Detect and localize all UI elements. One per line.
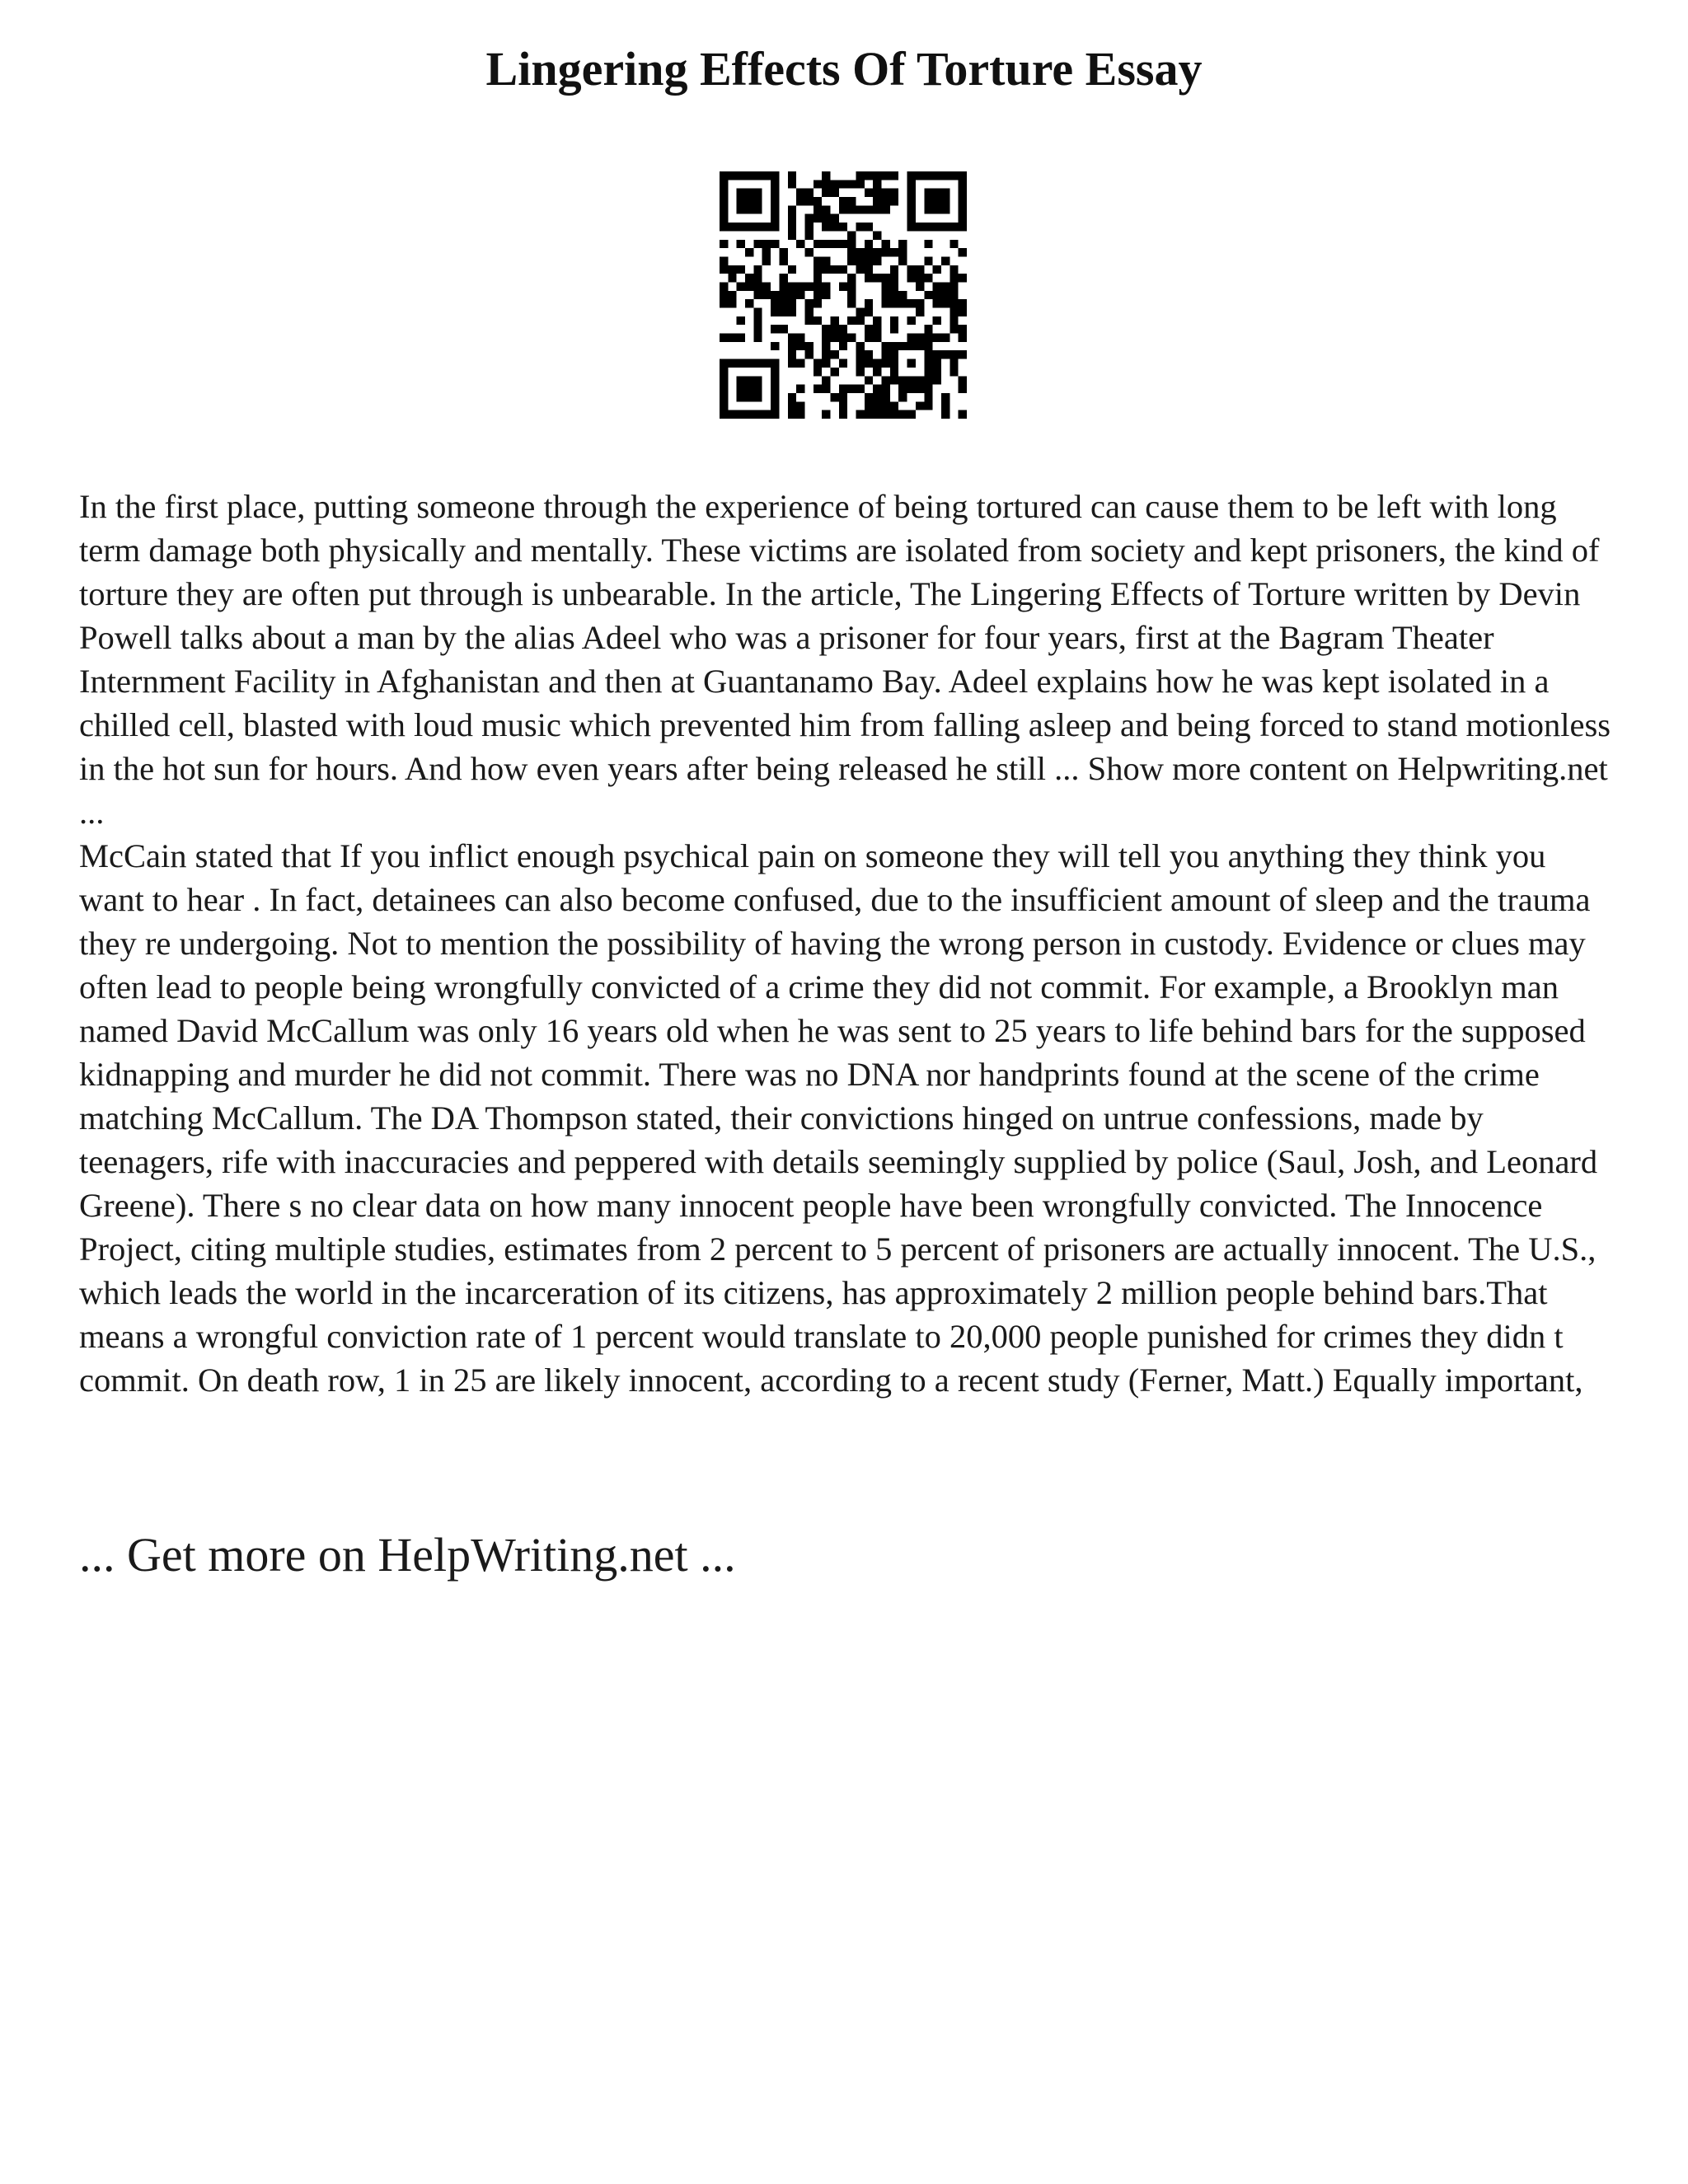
document-title: Lingering Effects Of Torture Essay [485, 42, 1203, 96]
essay-body [79, 485, 1614, 1402]
get-more-link[interactable]: ... Get more on HelpWriting.net ... [79, 1528, 736, 1582]
essay-paragraph: In the first place, putting someone through the experience of being tortured can cause them to be left with long term damage both physically and mentally. These victims are isolated from society and kept prisoners, the kind of torture they are often put through is unbearable. In the article, The Lingering Effects of Torture written by Devin Powell talks about a man by the alias Adeel who was a prisoner for four years, first at the Bagram Theater Internment Facility in Afghanistan and then at Guantanamo Bay. Adeel explains how he was kept isolated in a chilled cell, blasted with loud music which prevented him from falling asleep and being forced to stand motionless in the hot sun for hours. And how even years after being released he still ... Show more content on Helpwriting.net ... [79, 488, 1611, 831]
essay-paragraph: McCain stated that If you inflict enough psychical pain on someone they will tell you anything they think you want to hear . In fact, detainees can also become confused, due to the insufficient amount of sleep and the trauma they re undergoing. Not to mention the possibility of having the wrong person in custody. Evidence or clues may often lead to people being wrongfully convicted of a crime they did not commit. For example, a Brooklyn man named David McCallum was only 16 years old when he was sent to 25 years to life behind bars for the supposed kidnapping and murder he did not commit. There was no DNA nor handprints found at the scene of the crime matching McCallum. The DA Thompson stated, their convictions hinged on untrue confessions, made by teenagers, rife with inaccuracies and peppered with details seemingly supplied by police (Saul, Josh, and Leonard Greene). There s no clear data on how many innocent people have been wrongfully convicted. The Innocence Project, citing multiple studies, estimates from 2 percent to 5 percent of prisoners are actually innocent. The U.S., which leads the world in the incarceration of its citizens, has approximately 2 million people behind bars.That means a wrongful conviction rate of 1 percent would translate to 20,000 people punished for crimes they didn t commit. On death row, 1 in 25 are likely innocent, according to a recent study (Ferner, Matt.) Equally important, [79, 837, 1598, 1399]
qr-code-icon [720, 171, 967, 419]
